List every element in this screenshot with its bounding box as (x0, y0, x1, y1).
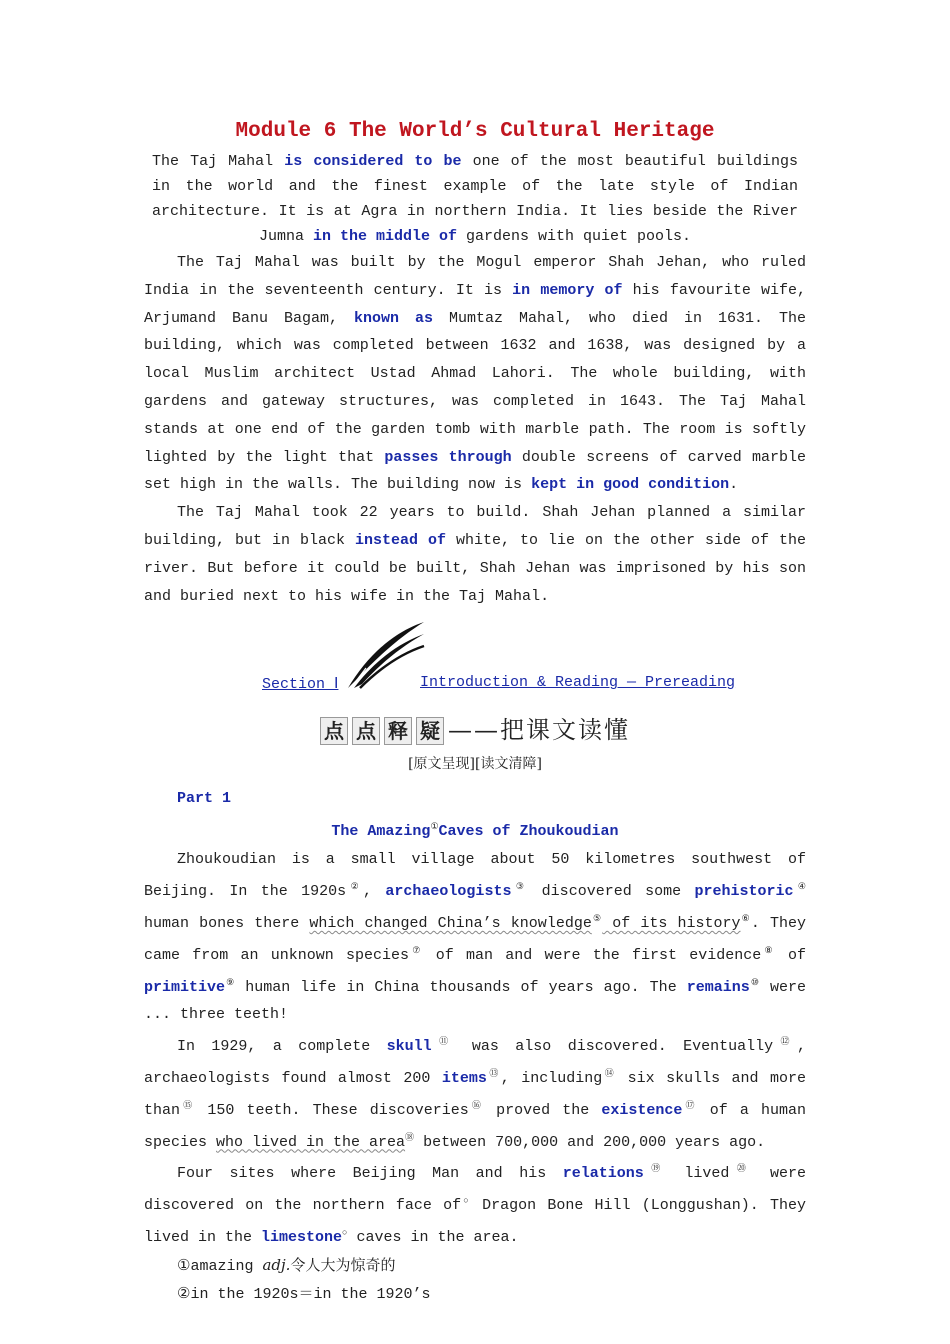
section-title: Introduction & Reading — Prereading (420, 674, 736, 692)
banner-char-3: 释 (384, 717, 412, 745)
banner-char-1: 点 (320, 717, 348, 745)
text-run: caves in the area. (347, 1228, 519, 1246)
body-paragraph-1 (144, 249, 806, 499)
footnote-marker: ⑳ (729, 1164, 754, 1175)
key-phrase: The Amazing (331, 823, 431, 841)
wavy-phrase: which changed China’s knowledge (309, 914, 592, 932)
footnote-marker: ⑦ (408, 945, 424, 956)
footnote-marker: ⑫ (773, 1037, 797, 1048)
text-run: was also discovered. Eventually (455, 1038, 774, 1056)
footnote-marker: ⑱ (405, 1132, 415, 1143)
text-run: The Taj Mahal was built by the Mogul emperor Shah Jehan, who ruled India in the seventeenth century. It is (144, 254, 806, 299)
key-phrase: passes through (384, 448, 512, 466)
section-number: Section Ⅰ (262, 676, 339, 694)
text-run: human life in China thousands of years ago. The (235, 978, 687, 996)
text-run: gardens with quiet pools. (457, 228, 692, 245)
key-phrase: existence (601, 1101, 683, 1119)
key-phrase: known as (354, 309, 434, 327)
text-run: The Taj Mahal (152, 153, 285, 170)
body-paragraph-2 (144, 499, 806, 610)
text-run: one of the most beautiful buildings in the world and the finest example of the late style of Indian architecture. It is at Agra in northern India. It lies beside the River Jumna (152, 153, 798, 245)
wavy-phrase: who lived in the area (216, 1133, 406, 1151)
text-run: were ... three teeth! (144, 978, 806, 1024)
footnote-marker: ⑰ (682, 1100, 698, 1111)
key-phrase: limestone (261, 1228, 343, 1246)
text-run: were discovered on the northern face of (144, 1165, 806, 1215)
key-phrase: skull (386, 1038, 432, 1056)
vocab-note-2 (144, 1281, 806, 1309)
text-run: , archaeologists found almost 200 (144, 1038, 806, 1087)
vocab-note-1 (144, 1252, 806, 1281)
text-run: Dragon Bone Hill (Longgushan). They lived in the (144, 1197, 806, 1246)
text-run: 150 teeth. These discoveries (195, 1101, 469, 1119)
section-header (144, 616, 806, 708)
footnote-marker: ⑭ (602, 1068, 617, 1079)
key-phrase: primitive (144, 978, 226, 996)
footnote-marker: ⑯ (468, 1100, 484, 1111)
text-run: . They came from an unknown species (144, 914, 807, 964)
footnote-marker: ⑲ (643, 1164, 668, 1175)
passage-paragraph-1 (144, 846, 806, 1029)
text-run: The Taj Mahal took 22 years to build. Shah Jehan planned a similar building, but in black (144, 504, 806, 549)
footnote-marker: ④ (793, 882, 806, 893)
text-run: . (729, 476, 739, 494)
text-run: ①amazing (177, 1257, 263, 1275)
text-run: proved the (483, 1101, 602, 1119)
key-phrase: instead of (355, 531, 447, 549)
text-run: white, to lie on the other side of the river. But before it could be built, Shah Jehan was imprisoned by his son and buried next to his wife in the Taj Mahal. (144, 531, 806, 605)
footnote-marker: ○ (342, 1227, 348, 1238)
footnote-marker: ② (346, 882, 364, 893)
footnote-marker: ⑩ (749, 977, 760, 988)
footnote-marker: ⑮ (180, 1100, 196, 1111)
text-run: Mumtaz Mahal, who died in 1631. The building, which was completed between 1632 and 1638, was designed by a local Muslim architect Ustad Ahmad Lahori. The whole building, with gardens and gateway structures, was completed in 1643. The Taj Mahal stands at one end of the garden tomb with marble path. The room is softly lighted by the light that (144, 309, 807, 466)
passage-title (144, 813, 806, 846)
key-phrase: Caves of Zhoukoudian (438, 823, 619, 841)
passage-paragraph-3 (144, 1156, 806, 1251)
text-run: of (775, 946, 807, 964)
document-page (144, 120, 806, 1308)
banner-char-4: 疑 (416, 717, 444, 745)
footnote-marker: ⑤ (591, 913, 603, 924)
key-phrase: items (441, 1069, 487, 1087)
text-run: double screens of carved marble set high in the walls. The building now is (144, 448, 807, 494)
footnote-marker: ⑧ (761, 945, 776, 956)
footnote-marker: ⑪ (431, 1037, 456, 1048)
text-run: , including (500, 1069, 603, 1087)
banner-text: ——把课文读懂 (448, 716, 630, 745)
text-run: 令人大为惊奇的 (290, 1257, 396, 1275)
part-label: Part 1 (177, 790, 232, 808)
text-run: of a human species (144, 1101, 806, 1151)
module-title: Module 6 The World’s Cultural Heritage (235, 120, 715, 143)
footnote-marker: ⑬ (486, 1068, 501, 1079)
banner-heading (144, 710, 806, 745)
passage-paragraph-2 (144, 1029, 806, 1156)
footnote-marker: ⑨ (225, 977, 236, 988)
key-phrase: is considered to be (284, 153, 462, 170)
text-run: six skulls and more than (144, 1069, 806, 1119)
key-phrase: archaeologists (385, 883, 512, 901)
footnote-marker: ○ (461, 1196, 471, 1207)
key-phrase: prehistoric (694, 883, 794, 901)
intro-paragraph (144, 149, 806, 249)
text-run: ②in the 1920s＝in the 1920’s (177, 1285, 431, 1303)
text-run: , (363, 883, 386, 901)
text-run: lived (667, 1165, 730, 1183)
key-phrase: in the middle of (312, 228, 457, 245)
wavy-phrase: of its history (602, 914, 741, 932)
key-phrase: in memory of (512, 281, 623, 299)
text-run: Four sites where Beijing Man and his (177, 1165, 563, 1183)
key-phrase: relations (562, 1165, 644, 1183)
subheading: [原文呈现][读文清障] (408, 756, 542, 773)
text-run: human bones there (144, 914, 310, 932)
part-of-speech: adj. (262, 1255, 291, 1274)
text-run: his favourite wife, Arjumand Banu Bagam, (144, 281, 806, 327)
feather-icon (346, 618, 426, 690)
text-run: Zhoukoudian is a small village about 50 kilometres southwest of Beijing. In the 1920s (144, 851, 806, 901)
key-phrase: remains (686, 978, 750, 996)
text-run: between 700,000 and 200,000 years ago. (414, 1133, 766, 1151)
text-run: discovered some (528, 883, 695, 901)
footnote-marker: ③ (511, 882, 529, 893)
text-run: of man and were the first evidence (423, 946, 762, 964)
key-phrase: kept in good condition (531, 476, 730, 494)
footnote-marker: ⑥ (740, 913, 751, 924)
footnote-marker: ① (430, 822, 439, 833)
text-run: In 1929, a complete (177, 1038, 387, 1056)
banner-char-2: 点 (352, 717, 380, 745)
